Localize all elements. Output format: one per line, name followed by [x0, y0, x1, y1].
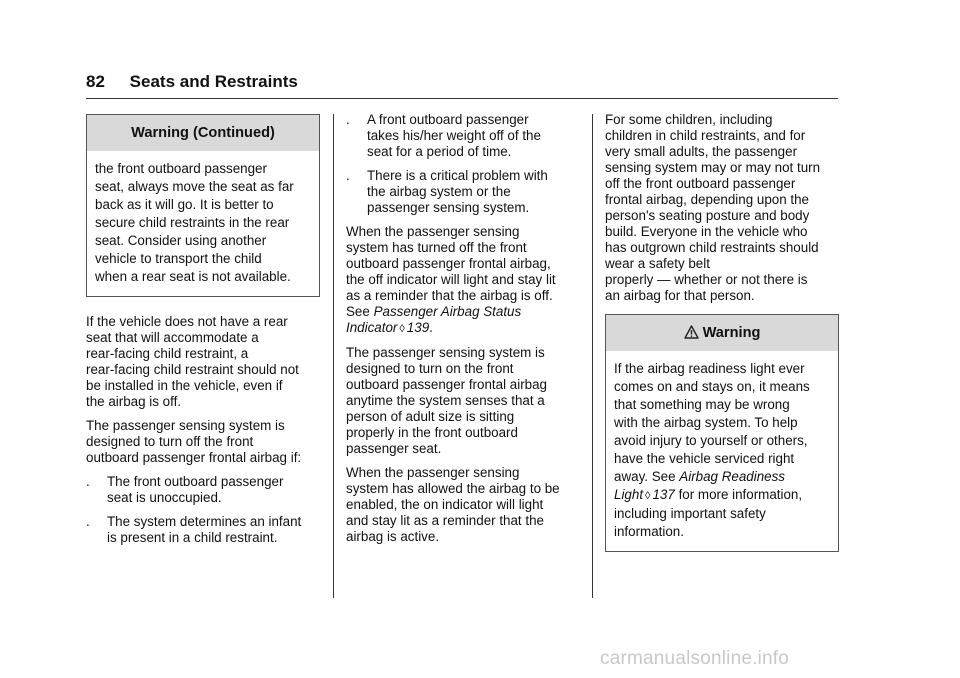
bullet-marker: .	[86, 514, 90, 529]
paragraph-rear-facing: If the vehicle does not have a rear seat that will accommodate a rear-facing child restraint, a rear-facing child restraint should not be installed in the vehicle, even if the airbag is off.	[86, 314, 299, 409]
warning-line: vehicle to transport the child	[95, 251, 262, 266]
list-item: . The system determines an infant is present in a child restraint.	[86, 514, 302, 545]
warning-continued-title: Warning (Continued)	[87, 115, 319, 151]
warning-line: secure child restraints in the rear	[95, 215, 290, 230]
paragraph-on-indicator: When the passenger sensing system has allowed the airbag to be enabled, the on indicator will light and stay lit as a reminder that the airbag is active.	[346, 465, 560, 544]
warning-title-bar	[606, 315, 838, 351]
list-item: . There is a critical problem with the airbag system or the passenger sensing system.	[346, 168, 548, 215]
warning-line: avoid injury to yourself or others,	[614, 433, 808, 448]
warning-continued-body	[87, 151, 319, 296]
bullet-marker: .	[86, 474, 90, 489]
page-reference-icon: ◊	[645, 490, 651, 502]
page-number: 82	[86, 72, 105, 91]
warning-line: the front outboard passenger	[95, 161, 267, 176]
warning-box	[605, 314, 839, 552]
warning-line: Light ◊ 137 for more information,	[614, 487, 803, 502]
list-item: . A front outboard passenger takes his/her weight off of the seat for a period of time.	[346, 112, 541, 159]
page-reference-icon: ◊	[399, 323, 405, 335]
warning-line: seat, always move the seat as far	[95, 179, 294, 194]
paragraph-sensing-on: The passenger sensing system is designed to turn on the front outboard passenger frontal airbag anytime the system senses that a person of adult size is sitting properly in the front outboard passenger seat.	[346, 345, 547, 456]
page-reference-139[interactable]: 139	[406, 320, 430, 335]
right-column	[605, 112, 839, 552]
column-divider-left	[333, 114, 334, 598]
warning-line: information.	[614, 524, 684, 539]
warning-line: comes on and stays on, it means	[614, 379, 810, 394]
middle-column	[346, 112, 582, 553]
warning-line: have the vehicle serviced right	[614, 451, 795, 466]
airbag-readiness-light-link[interactable]: Airbag Readiness	[679, 469, 785, 484]
warning-line: If the airbag readiness light ever	[614, 361, 805, 376]
paragraph-off-indicator: When the passenger sensing system has turned off the front outboard passenger frontal airbag, the off indicator will light and stay lit as a reminder that the airbag is off. See Passenger Airbag Status Indicator ◊ 139.	[346, 224, 556, 335]
warning-title: Warning	[702, 325, 761, 341]
list-item: . The front outboard passenger seat is unoccupied.	[86, 474, 284, 505]
warning-line: when a rear seat is not available.	[95, 269, 291, 284]
warning-line: away. See Airbag Readiness	[614, 469, 785, 484]
bullet-marker: .	[346, 168, 350, 183]
watermark: carmanualsonline.info	[600, 648, 790, 669]
warning-line: with the airbag system. To help	[614, 415, 798, 430]
bullet-marker: .	[346, 112, 350, 127]
column-divider-right	[592, 114, 593, 598]
header-rule	[86, 98, 838, 99]
warning-continued-box	[86, 114, 320, 297]
warning-line: including important safety	[614, 506, 766, 521]
paragraph-sensing-off: The passenger sensing system is designed to turn off the front outboard passenger frontal airbag if:	[86, 418, 302, 465]
airbag-readiness-light-link-cont[interactable]: Light	[614, 487, 644, 502]
warning-line: that something may be wrong	[614, 397, 790, 412]
passenger-airbag-status-indicator-link[interactable]: Passenger Airbag Status	[373, 304, 522, 319]
page-header	[86, 72, 298, 92]
section-title: Seats and Restraints	[129, 72, 298, 91]
passenger-airbag-status-indicator-link-cont[interactable]: Indicator	[346, 320, 398, 335]
warning-line: seat. Consider using another	[95, 233, 267, 248]
left-column	[86, 114, 320, 554]
page-reference-137[interactable]: 137	[652, 487, 675, 502]
warning-line: back as it will go. It is better to	[95, 197, 274, 212]
paragraph-children: For some children, including children in child restraints, and for very small adults, the passenger sensing system may or may not turn off the front outboard passenger frontal airbag, depending upon the person's seating posture and body build. Everyone in the vehicle who has outgrown child restraints should wear a safety belt properly — whether or not there is an airbag for that person.	[605, 112, 821, 303]
warning-triangle-icon	[684, 317, 699, 353]
warning-body	[606, 351, 838, 551]
